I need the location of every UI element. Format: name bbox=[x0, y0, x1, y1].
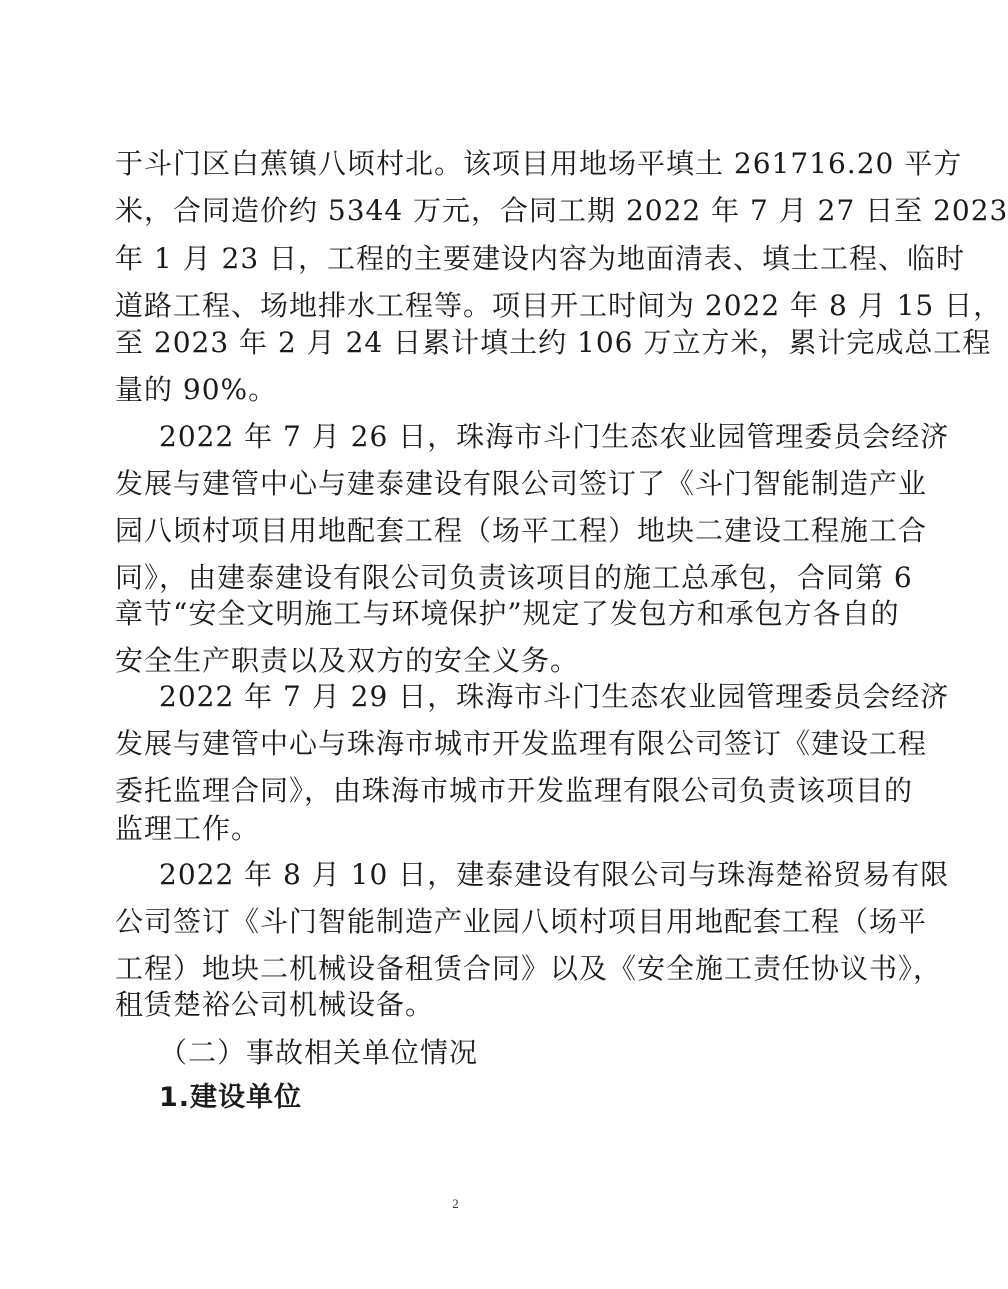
subsection-heading: 1.建设单位 bbox=[159, 1082, 303, 1113]
text-line: 工程）地块二机械设备租赁合同》以及《安全施工责任协议书》， bbox=[115, 952, 943, 985]
text-line: 于斗门区白蕉镇八顷村北。该项目用地场平填土 261716.20 平方 bbox=[115, 147, 963, 180]
text-line: 米，合同造价约 5344 万元，合同工期 2022 年 7 月 27 日至 2023 bbox=[115, 194, 1008, 227]
text-line: 监理工作。 bbox=[115, 812, 261, 845]
section-heading: （二）事故相关单位情况 bbox=[159, 1036, 479, 1069]
text-line: 租赁楚裕公司机械设备。 bbox=[115, 988, 435, 1021]
text-line: 安全生产职责以及双方的安全义务。 bbox=[115, 644, 580, 677]
paragraph-first-line: 2022 年 8 月 10 日，建泰建设有限公司与珠海楚裕贸易有限 bbox=[159, 858, 950, 891]
text-line: 委托监理合同》，由珠海市城市开发监理有限公司负责该项目的 bbox=[115, 774, 914, 807]
text-line: 道路工程、场地排水工程等。项目开工时间为 2022 年 8 月 15 日， bbox=[115, 289, 1003, 322]
text-line: 章节“安全文明施工与环境保护”规定了发包方和承包方各自的 bbox=[115, 597, 900, 630]
paragraph-first-line: 2022 年 7 月 26 日，珠海市斗门生态农业园管理委员会经济 bbox=[159, 420, 950, 453]
text-line: 发展与建管中心与建泰建设有限公司签订了《斗门智能制造产业 bbox=[115, 467, 928, 500]
text-line: 量的 90%。 bbox=[115, 373, 278, 406]
text-line: 同》，由建泰建设有限公司负责该项目的施工总承包，合同第 6 bbox=[115, 561, 913, 594]
text-line: 至 2023 年 2 月 24 日累计填土约 106 万立方米，累计完成总工程 bbox=[115, 326, 992, 359]
text-line: 公司签订《斗门智能制造产业园八顷村项目用地配套工程（场平 bbox=[115, 905, 928, 938]
paragraph-first-line: 2022 年 7 月 29 日，珠海市斗门生态农业园管理委员会经济 bbox=[159, 680, 950, 713]
text-line: 发展与建管中心与珠海市城市开发监理有限公司签订《建设工程 bbox=[115, 727, 928, 760]
text-line: 年 1 月 23 日，工程的主要建设内容为地面清表、填土工程、临时 bbox=[115, 242, 966, 275]
page-number: 2 bbox=[452, 1196, 459, 1211]
text-line: 园八顷村项目用地配套工程（场平工程）地块二建设工程施工合 bbox=[115, 514, 928, 547]
